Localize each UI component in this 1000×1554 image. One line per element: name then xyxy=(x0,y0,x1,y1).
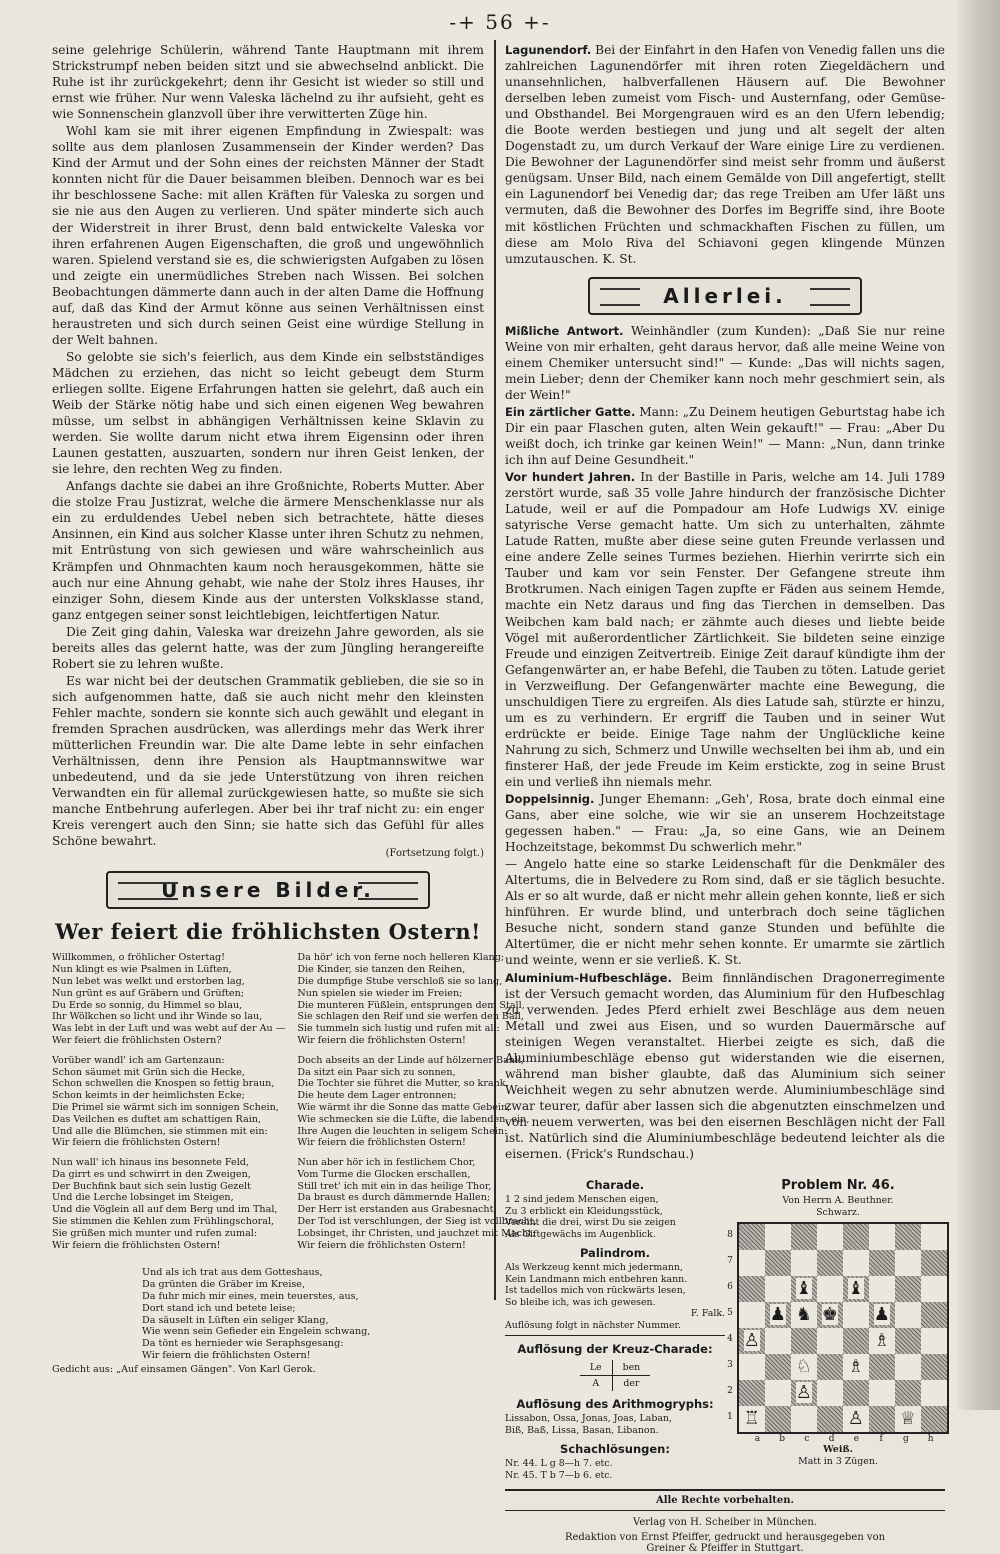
poem-title: Wer feiert die fröhlichsten Ostern! xyxy=(55,919,481,945)
puzzle-line: Zu 3 erblickt ein Kleidungsstück, xyxy=(505,1205,663,1217)
story-paragraph: Wohl kam sie mit ihrer eigenen Empfindung in Zwiespalt: was sollte aus dem planlosen Zusammensein der Kinder werden? Das Kind der Armut und der Sohn eines der reichsten Männer der Stadt konnten nicht für die Dauer beisammen bleiben. Dennoch war es bei ihr beschlossene Sache: mit allen Kräften für Valeska zu sorgen und sie nie aus den Augen zu verlieren. Und später minderte sich auch der Widerstreit in ihrer Brust, denn bald entwickelte Valeska vor ihren erfahrenen Augen Eigenschaften, die groß und ungewöhnlich waren. Spielend verstand sie es, die schwierigsten Aufgaben zu lösen und zeigte ein unermüdliches Streben nach Wissen. Bei solchen Beobachtungen dämmerte dann auch in der alten Dame die Hoffnung auf, daß das Kind der Armut könne aus seinen Verhältnissen einst heraustreten und sich durch seinen Geist eine würdige Stellung in der Welt bahnen. xyxy=(52,124,484,347)
item-signature: K. St. xyxy=(707,953,742,968)
rank-label: 5 xyxy=(727,1308,733,1319)
poem-line: Da tönt es hernieder wie Seraphsgesang: xyxy=(142,1338,344,1350)
board-square xyxy=(739,1250,765,1276)
poem-line: Wir feiern die fröhlichsten Ostern! xyxy=(52,1137,221,1149)
section-banner-bilder xyxy=(106,871,430,909)
board-square xyxy=(869,1302,895,1328)
ornament xyxy=(810,288,850,306)
kreuz-cell: ben xyxy=(612,1360,650,1376)
poem-line: Der Tod ist verschlungen, der Sieg ist vollbracht, xyxy=(297,1216,537,1228)
poem-stanza xyxy=(297,1157,536,1251)
left-column xyxy=(52,42,537,1375)
board-square xyxy=(791,1354,817,1380)
banner-title: Allerlei. xyxy=(663,283,787,308)
item-text: Weinhändler (zum Kunden): „Daß Sie nur reine Weine von mir erhalten, geht daraus hervor, daß alle meine Weine von einem Chemiker untersucht sind!" — Kunde: „Das will nichts sagen, mein Lieber; denn der Chemiker kann noch mehr geschmiert sein, als der Wein!" xyxy=(505,323,945,402)
board-square xyxy=(921,1328,947,1354)
allerlei-items xyxy=(505,323,945,1162)
article-text: Bei der Einfahrt in den Hafen von Venedig fallen uns die zahlreichen Lagunendörfer mit ihren roten Ziegeldächern und unansehnlichen, halbverfallenen Häusern auf. Die Bewohner derselben leben zumeist vom Fisch- und Austernfang, oder Gemüse- und Obsthandel. Bei Morgengrauen wird es an den Ufern lebendig; die Boote werden bestiegen und jung und alt segelt der alten Dogenstadt zu, um durch Verkauf der Ware einige Lire zu verdienen. Die Bewohner der Lagunendörfer sind meist sehr fromm und äußerst genügsam. Unser Bild, nach einem Gemälde von Dill angefertigt, stellt ein Lagunendorf bei Venedig dar; das rege Treiben am Ufer läßt uns vermuten, daß die Bewohner des Dorfes im Begriffe sind, ihre Boote mit köstlichen Früchten und schmackhaften Fischen zu füllen, um diese am Molo Riva del Schiavoni gegen klingende Münzen umzutauschen. xyxy=(505,43,945,266)
board-square xyxy=(739,1302,765,1328)
board-square xyxy=(843,1250,869,1276)
publisher-line: Verlag von H. Scheiber in München. xyxy=(633,1517,817,1529)
file-label: b xyxy=(779,1434,785,1445)
story-paragraph: So gelobte sie sich's feierlich, aus dem Kinde ein selbstständiges Mädchen zu erziehen, das nicht so leicht gebeugt dem Sturm erliegen sollte. Eigene Erfahrungen hatten sie gelehrt, daß auch ein Weib der Stärke nötig habe und sich einen eigenen Weg bewahren müsse, um selbst in abhängigen Verhältnissen keine Sklavin zu werden. Sie wollte darum nicht etwa ihrem Eigensinn oder ihren Launen gestatten, auszuarten, sondern nur ihren Geist lenken, der sie lehre, den rechten Weg zu finden. xyxy=(52,349,484,477)
chess-piece: ♖ xyxy=(743,1408,760,1430)
chess-problem xyxy=(727,1172,943,1481)
board-square xyxy=(895,1276,921,1302)
board-square xyxy=(895,1250,921,1276)
poem-line: Und alle die Blümchen, sie stimmen mit ein: xyxy=(52,1125,268,1137)
poem-line: Wir feiern die fröhlichsten Ostern! xyxy=(297,1239,466,1251)
board-square xyxy=(895,1354,921,1380)
chess-piece: ♙ xyxy=(847,1408,864,1430)
board-square xyxy=(921,1354,947,1380)
poem-line: Wir feiern die fröhlichsten Ostern! xyxy=(297,1137,466,1149)
file-label: f xyxy=(879,1434,883,1445)
page-number: -+ 56 +- xyxy=(449,10,551,34)
puzzle-line: Vereint die drei, wirst Du sie zeigen xyxy=(505,1217,676,1229)
poem-line: Und als ich trat aus dem Gotteshaus, xyxy=(142,1267,323,1279)
kreuz-cell: der xyxy=(623,1378,640,1390)
allerlei-item xyxy=(505,970,945,1163)
poem-line: Wir feiern die fröhlichsten Ostern! xyxy=(142,1350,311,1362)
poem-line: Wir feiern die fröhlichsten Ostern! xyxy=(297,1034,466,1046)
poem-line: Da säuselt in Lüften ein seliger Klang, xyxy=(142,1314,329,1326)
ornament xyxy=(118,882,178,900)
board-square xyxy=(843,1328,869,1354)
board-square xyxy=(817,1224,843,1250)
problem-title: Problem Nr. 46. xyxy=(781,1178,895,1194)
poem-line: Da sitzt ein Paar sich zu sonnen, xyxy=(297,1066,456,1078)
board-square xyxy=(765,1328,791,1354)
item-text: Beim finnländischen Dragonerregimente ist der Versuch gemacht worden, das Aluminium für den Hufbeschlag zu verwenden. Jedes Pferd erhielt zwei Beschläge aus dem neuen Metall und zwei aus Eisen, und so wurden Dauermärsche auf steinigen Wegen veranstaltet. Hierbei zeigte es sich, daß die Aluminiumbeschläge ebenso gut widerstanden wie die eisernen, während man bisher glaubte, daß das Aluminium sich seiner Weichheit wegen zu sehr abnutzen werde. Aluminiumbeschläge sind zwar teurer, dafür aber lassen sich die abgenutzten einschmelzen und von neuem verwerten, was bei den eisernen Beschlägen nicht der Fall ist. Natürlich sind die Aluminiumbeschläge bedeutend leichter als die eisernen. xyxy=(505,970,946,1162)
kreuz-title: Auflösung der Kreuz-Charade: xyxy=(517,1342,713,1357)
chess-piece: ♗ xyxy=(873,1330,890,1352)
board-square xyxy=(895,1380,921,1406)
poem-line: Sie stimmen die Kehlen zum Frühlingschoral, xyxy=(52,1216,275,1228)
chess-piece: ♞ xyxy=(795,1304,812,1326)
item-heading: Ein zärtlicher Gatte. xyxy=(505,404,636,419)
story-paragraph: Anfangs dachte sie dabei an ihre Großnichte, Roberts Mutter. Aber die stolze Frau Justizrat, welche die ärmere Menschenklasse nur als ein zu erduldendes Uebel neben sich betrachtete, hätte dieses Ansinnen, ein Kind aus solcher Klasse unter ihren Schutz zu nehmen, mit Entrüstung von sich gewiesen und wäre wahrscheinlich aus Krämpfen und Ohnmachten kaum noch herausgekommen, hätte sie auch nur eine Ahnung gehabt, wie nahe der Stolz ihres Hauses, ihr einziger Sohn, diesem Kinde aus der untersten Volksklasse stand, ganz entgegen seiner sonst leichtlebigen, leichtfertigen Natur. xyxy=(52,479,484,622)
white-label: Weiß. xyxy=(823,1444,853,1456)
puzzle-line: Nr. 44. L g 8—h 7. etc. xyxy=(505,1458,613,1470)
poem-line: Da girrt es und schwirrt in den Zweigen, xyxy=(52,1168,251,1180)
poem-column xyxy=(297,952,536,1259)
board-wrap xyxy=(727,1222,943,1434)
poem-line: Die Kinder, sie tanzen den Reihen, xyxy=(297,964,466,976)
poem-credit: Gedicht aus: „Auf einsamen Gängen". Von Karl Gerok. xyxy=(52,1363,316,1375)
puzzle-line: Biß, Baß, Lissa, Basan, Libanon. xyxy=(505,1424,659,1436)
item-text: — Angelo hatte eine so starke Leidenschaft für die Denkmäler des Altertums, die in Belvedere zu Rom sind, daß er sie täglich besuchte. Als er so alt wurde, daß er nicht mehr allein gehen konnte, ließ er sich hinführen. Er wurde blind, und unterbrach doch seine täglichen Besuche nicht, sondern stand ganze Stunden und befühlte die Altertümer, die er nicht mehr sehen konnte. Er umarmte sie zärtlich und weinte, wenn er sie verließ. xyxy=(505,857,945,968)
puzzle-line: Als Giftgewächs im Augenblick. xyxy=(505,1228,656,1240)
article-heading: Lagunendorf. xyxy=(505,43,592,57)
rights-line: Alle Rechte vorbehalten. xyxy=(655,1495,795,1507)
file-label: e xyxy=(853,1434,860,1445)
board-square xyxy=(895,1328,921,1354)
board-square xyxy=(739,1328,765,1354)
palindrom-text xyxy=(505,1262,725,1308)
poem-line: Wir feiern die fröhlichsten Ostern! xyxy=(52,1239,221,1251)
file-label: a xyxy=(754,1434,761,1445)
puzzle-line: 1 2 sind jedem Menschen eigen, xyxy=(505,1194,659,1206)
file-label: d xyxy=(828,1434,835,1445)
poem-line: Willkommen, o fröhlicher Ostertag! xyxy=(52,952,226,964)
poem-line: Dort stand ich und betete leise; xyxy=(142,1302,296,1314)
poem-line: Die heute dem Lager entronnen; xyxy=(297,1090,457,1102)
chess-piece: ♘ xyxy=(795,1356,812,1378)
poem-stanza xyxy=(52,1157,285,1251)
board-square xyxy=(843,1380,869,1406)
chess-piece: ♝ xyxy=(795,1278,812,1300)
board-square xyxy=(817,1302,843,1328)
poem-line: Die dumpfige Stube verschloß sie so lang, xyxy=(297,975,503,987)
poem-line: Schon schwellen die Knospen so fettig braun, xyxy=(52,1078,275,1090)
poem-line: Wie wenn sein Gefieder ein Engelein schwang, xyxy=(142,1326,371,1338)
rank-label: 1 xyxy=(727,1412,733,1423)
board-square xyxy=(791,1250,817,1276)
ornament xyxy=(358,882,418,900)
redaktion-line: Greiner & Pfeiffer in Stuttgart. xyxy=(646,1543,804,1554)
puzzle-line: So bleibe ich, was ich gewesen. xyxy=(505,1296,656,1308)
board-square xyxy=(817,1250,843,1276)
board-square xyxy=(765,1380,791,1406)
poem-line: Nun wall' ich hinaus ins besonnete Feld, xyxy=(52,1157,249,1169)
poem-line: Sie tummeln sich lustig und rufen mit all: xyxy=(297,1023,500,1035)
problem-author: Von Herrn A. Beuthner. xyxy=(782,1195,894,1207)
allerlei-item xyxy=(505,856,945,968)
chess-board xyxy=(737,1222,949,1434)
poem-stanza xyxy=(52,952,285,1046)
file-labels xyxy=(745,1434,943,1444)
schach-text xyxy=(505,1458,725,1481)
puzzle-line: Kein Landmann mich entbehren kann. xyxy=(505,1273,688,1285)
poem-line: Da braust es durch dämmernde Hallen; xyxy=(297,1192,491,1204)
board-square xyxy=(869,1250,895,1276)
poem-line: Nun lebet was welkt und erstorben lag, xyxy=(52,975,245,987)
board-square xyxy=(921,1224,947,1250)
rank-label: 7 xyxy=(727,1256,733,1267)
poem-body xyxy=(52,952,537,1259)
file-label: h xyxy=(927,1434,934,1445)
chess-piece: ♙ xyxy=(743,1330,760,1352)
allerlei-item xyxy=(505,323,945,403)
story-paragraph: seine gelehrige Schülerin, während Tante Hauptmann mit ihrem Strickstrumpf neben beiden sitzt und sie abwechselnd anblickt. Die Ruhe ist ihr zurückgekehrt; denn ihr Gesicht ist wieder so still und ernst wie früher. Nur wenn Valeska lächelnd zu ihr aufsieht, geht es wie Sonnenschein glanzvoll über ihre verwitterten Züge hin. xyxy=(52,43,484,122)
board-square xyxy=(817,1328,843,1354)
poem-line: Nun spielen sie wieder im Freien; xyxy=(297,987,463,999)
poem-stanza xyxy=(52,1055,285,1149)
board-square xyxy=(817,1276,843,1302)
charade-text xyxy=(505,1194,725,1240)
chess-piece: ♝ xyxy=(847,1278,864,1300)
poem-column xyxy=(52,952,285,1259)
book-spine-shadow xyxy=(956,0,1000,1410)
poem-line: Der Herr ist erstanden aus Grabesnacht, xyxy=(297,1204,497,1216)
board-square xyxy=(843,1276,869,1302)
board-square xyxy=(739,1354,765,1380)
poem-line: Lobsinget, ihr Christen, und jauchzet mit Macht: xyxy=(297,1227,536,1239)
poem-line: Vom Turme die Glocken erschallen, xyxy=(297,1168,471,1180)
poem-line: Da grünten die Gräber im Kreise, xyxy=(142,1279,306,1291)
file-label: c xyxy=(804,1434,810,1445)
board-square xyxy=(765,1354,791,1380)
poem-line: Da fuhr mich mir eines, mein teuerstes, aus, xyxy=(142,1291,359,1303)
chess-piece: ♚ xyxy=(821,1304,838,1326)
poem-line: Schon keimts in der heimlichsten Ecke; xyxy=(52,1090,245,1102)
board-square xyxy=(843,1224,869,1250)
poem-line: Und die Lerche lobsinget im Steigen, xyxy=(52,1192,234,1204)
story-paragraph: Die Zeit ging dahin, Valeska war dreizehn Jahre geworden, als sie bereits alles das gelernt hatte, was der zum Jüngling herangereifte Robert sie zu lehren wußte. xyxy=(52,624,484,671)
item-heading: Doppelsinnig. xyxy=(505,792,595,807)
board-square xyxy=(791,1276,817,1302)
puzzle-line: Ist tadellos mich von rückwärts lesen, xyxy=(505,1285,686,1297)
poem-stanza xyxy=(297,1055,536,1149)
item-heading: Aluminium-Hufbeschläge. xyxy=(505,970,672,985)
rank-label: 8 xyxy=(727,1230,733,1241)
board-square xyxy=(765,1276,791,1302)
black-label: Schwarz. xyxy=(816,1206,860,1218)
redaktion-line: Redaktion von Ernst Pfeiffer, gedruckt und herausgegeben von xyxy=(564,1532,886,1544)
board-square xyxy=(843,1354,869,1380)
poem-stanza xyxy=(297,952,536,1046)
puzzles-left xyxy=(505,1172,725,1481)
poem-line: Still tret' ich mit ein in das heilige Thor, xyxy=(297,1180,492,1192)
ornament xyxy=(600,288,640,306)
kreuz-cell: Le xyxy=(580,1360,612,1376)
board-square xyxy=(817,1380,843,1406)
poem-line: Sie schlagen den Reif und sie werfen den Ball, xyxy=(297,1011,524,1023)
poem-line: Nun aber hör ich in festlichem Chor, xyxy=(297,1157,476,1169)
palindrom-title: Palindrom. xyxy=(579,1246,651,1261)
schach-title: Schachlösungen: xyxy=(560,1442,670,1457)
board-square xyxy=(843,1302,869,1328)
rank-labels xyxy=(727,1222,733,1434)
poem-line: Nun klingt es wie Psalmen in Lüften, xyxy=(52,964,232,976)
puzzle-section xyxy=(505,1172,945,1481)
poem-line: Und die Vöglein all auf dem Berg und im Thal, xyxy=(52,1204,278,1216)
board-square xyxy=(739,1380,765,1406)
poem-line: Du Erde so sonnig, du Himmel so blau, xyxy=(52,999,243,1011)
board-square xyxy=(869,1276,895,1302)
board-square xyxy=(765,1224,791,1250)
chess-piece: ♟ xyxy=(873,1304,890,1326)
allerlei-item xyxy=(505,469,945,790)
board-square xyxy=(791,1380,817,1406)
poem-line: Das Veilchen es duftet am schattigen Rain, xyxy=(52,1113,262,1125)
lagunendorf-article xyxy=(505,42,945,267)
poem-line: Wie wärmt ihr die Sonne das matte Gebein, xyxy=(297,1101,511,1113)
allerlei-item xyxy=(505,404,945,468)
poem-line: Die Tochter sie führet die Mutter, so krank, xyxy=(297,1078,509,1090)
board-square xyxy=(921,1276,947,1302)
section-banner-allerlei xyxy=(588,277,862,315)
poem-line: Die Primel sie wärmt sich im sonnigen Schein, xyxy=(52,1101,279,1113)
item-signature: (Frick's Rundschau.) xyxy=(566,1147,695,1162)
item-text: Mann: „Zu Deinem heutigen Geburtstag habe ich Dir ein paar Flaschen guten, alten Wein gekauft!" — Frau: „Aber Du weißt doch, ich trinke gar keinen Wein!" — Mann: „Nun, dann trinke ich ihn auf Deine Gesundheit." xyxy=(505,404,945,468)
board-square xyxy=(869,1328,895,1354)
palindrom-sign: F. Falk. xyxy=(690,1308,725,1320)
puzzle-line: Als Werkzeug kennt mich jedermann, xyxy=(505,1262,683,1274)
chess-piece: ♗ xyxy=(847,1356,864,1378)
board-square xyxy=(869,1224,895,1250)
chess-piece: ♙ xyxy=(795,1382,812,1404)
poem-line: Vorüber wandl' ich am Gartenzaun: xyxy=(52,1054,225,1066)
poem-line: Ihre Augen die leuchten in seligem Schein: xyxy=(297,1125,508,1137)
board-square xyxy=(869,1380,895,1406)
poem-line: Doch abseits an der Linde auf hölzerner Bank, xyxy=(297,1054,524,1066)
puzzle-line: Lissabon, Ossa, Jonas, Joas, Laban, xyxy=(505,1413,672,1425)
rank-label: 3 xyxy=(727,1360,733,1371)
poem-line: Wer feiert die fröhlichsten Ostern? xyxy=(52,1034,222,1046)
story-paragraph: Es war nicht bei der deutschen Grammatik geblieben, die sie so in sich aufgenommen hatte, daß sie auch nicht mehr den kleinsten Fehler machte, sondern sie konnte sich auch gewählt und elegant in fremden Sprachen ausdrücken, was allerdings mehr das Werk ihrer mütterlichen Freundin war. Die alte Dame lebte in sehr einfachen Verhältnissen, denn ihre Pension als Hauptmannswitwe war unbedeutend, und da sie jede Unterstützung von ihren reichen Verwandten ein für allemal zurückgewiesen hatte, so mußte sie sich manche Entbehrung auferlegen. Aber bei ihr traf nicht zu: ein enger Kreis verengert auch den Sinn; sie hatte sich das Gefühl für alles Schöne bewahrt. xyxy=(52,673,484,849)
poem-line: Schon säumet mit Grün sich die Hecke, xyxy=(52,1066,245,1078)
article-signature: K. St. xyxy=(602,251,637,266)
item-text: Junger Ehemann: „Geh', Rosa, brate doch einmal eine Gans, aber eine solche, wie wir sie an unserem Hochzeitstage gegessen haben." — Frau: „Ja, so eine Gans, wie an Deinem Hochzeitstage, bekommst Du schwerlich mehr." xyxy=(505,792,946,855)
poem-line: Ihr Wölkchen so licht und ihr Winde so lau, xyxy=(52,1011,263,1023)
board-square xyxy=(739,1276,765,1302)
rank-label: 2 xyxy=(727,1386,733,1397)
file-label: g xyxy=(902,1434,909,1445)
divider-rule xyxy=(505,1489,945,1491)
allerlei-item xyxy=(505,791,945,855)
arith-title: Auflösung des Arithmogryphs: xyxy=(516,1397,714,1412)
rank-label: 6 xyxy=(727,1282,733,1293)
chess-piece: ♟ xyxy=(769,1304,786,1326)
divider-rule xyxy=(505,1335,725,1336)
continued-note: (Fortsetzung folgt.) xyxy=(385,848,484,860)
item-heading: Mißliche Antwort. xyxy=(505,323,624,338)
board-square xyxy=(895,1224,921,1250)
board-square xyxy=(921,1380,947,1406)
board-square xyxy=(791,1224,817,1250)
board-square xyxy=(765,1250,791,1276)
right-column xyxy=(505,42,945,1554)
item-text: In der Bastille in Paris, welche am 14. Juli 1789 zerstört wurde, saß 35 volle Jahre hindurch der französische Dichter Latude, weil er auf die Pompadour am Hofe Ludwigs XV. einige satyrische Verse gemacht hatte. Um sich zu unterhalten, zähmte Latude Ratten, mußte aber diese seine guten Freunde verlassen und eine andere Zelle seines Turmes beziehen. Hierhin verirrte sich ein Tauber und kam vor sein Fenster. Der Gefangene streute ihm Brotkrumen. Nach einigen Tagen zupfte er Fäden aus seinem Hemde, machte ein Netz daraus und fing das Tierchen in demselben. Das Weibchen kam bald nach; er zähmte auch dieses und liebte beide Vögel mit außerordentlicher Zärtlichkeit. Sie bildeten seine einzige Freude und einzigen Zeitvertreib. Einige Zeit darauf kündigte ihm der Gefangenwärter an, er habe Befehl, die Tauben zu töten. Latude geriet in Verzweiflung. Der Gefangenwärter machte eine Bewegung, die unschuldigen Tiere zu ergreifen. Als dies Latude sah, stürzte er hinzu, um es zu verhindern. Er ergriff die Tauben und in seiner Wut erdrückte er beide. Einige Tage nahm der Unglückliche keine Nahrung zu sich, Schmerz und Unwille wechselten bei ihm ab, und ein finsterer Haß, der jede Freude im Keim erstickte, zog in seine Brust ein und verließ ihn niemals mehr. xyxy=(505,470,946,789)
poem-line: Wie schmecken sie die Lüfte, die labenden, ein, xyxy=(297,1113,530,1125)
kreuz-table xyxy=(580,1360,650,1391)
item-heading: Vor hundert Jahren. xyxy=(505,470,636,485)
board-square xyxy=(921,1302,947,1328)
kreuz-cell: A xyxy=(580,1376,612,1392)
board-square xyxy=(817,1354,843,1380)
board-square xyxy=(869,1354,895,1380)
board-square xyxy=(895,1302,921,1328)
board-square xyxy=(765,1302,791,1328)
poem-line: Was lebt in der Luft und was webt auf der Au — xyxy=(52,1023,286,1035)
poem-final-stanza xyxy=(142,1267,484,1361)
rank-label: 4 xyxy=(727,1334,733,1345)
banner-title: Unsere Bilder. xyxy=(161,878,375,903)
board-square xyxy=(791,1302,817,1328)
palindrom-note: Auflösung folgt in nächster Nummer. xyxy=(505,1319,681,1331)
chess-piece: ♕ xyxy=(899,1408,916,1430)
poem-line: Der Buchfink baut sich sein lustig Gezelt xyxy=(52,1180,251,1192)
poem-line: Da hör' ich von ferne noch helleren Klang; xyxy=(297,952,505,964)
poem-line: Nun grünt es auf Gräbern und Grüften; xyxy=(52,987,245,999)
board-square xyxy=(921,1250,947,1276)
board-square xyxy=(739,1224,765,1250)
puzzle-line: Nr. 45. T b 7—b 6. etc. xyxy=(505,1469,613,1481)
divider-rule xyxy=(505,1510,945,1511)
problem-result: Matt in 3 Zügen. xyxy=(798,1455,878,1467)
poem-line: Die munteren Füßlein, entsprungen dem Stall, xyxy=(297,999,525,1011)
charade-title: Charade. xyxy=(585,1178,645,1193)
poem-line: Sie grüßen mich munter und rufen zumal: xyxy=(52,1227,258,1239)
arith-text xyxy=(505,1413,725,1436)
board-square xyxy=(791,1328,817,1354)
